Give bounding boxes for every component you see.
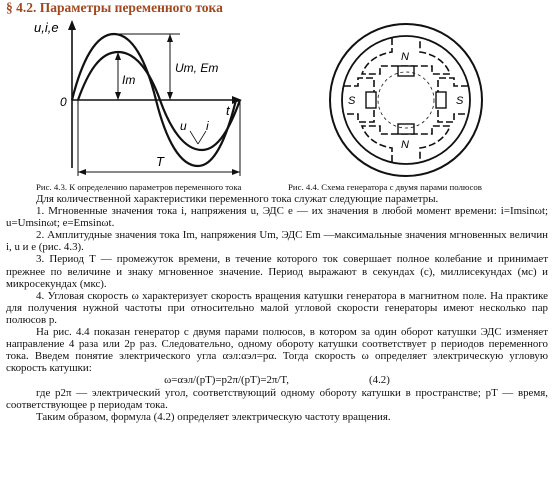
paragraph: 4. Угловая скорость ω характеризует скорость вращения катушки генератора в магнитном поле. На практике для получения нужной частоты при относительно малой угловой скорости генераторы имеют несколько пар полюсов p. xyxy=(6,289,548,326)
axis-y-label: u,i,e xyxy=(34,20,59,35)
figure-4-4-generator xyxy=(322,20,490,180)
body-text xyxy=(6,193,548,423)
origin-label: 0 xyxy=(60,95,67,109)
formula-line xyxy=(6,374,548,386)
period-label: T xyxy=(156,154,164,169)
y-axis-arrow xyxy=(68,20,76,30)
paragraph: где p2π — электрический угол, соответствующий одному обороту катушки в пространстве; pT — время, соответствующее p периодам тока. xyxy=(6,386,548,411)
paragraph: 2. Амплитудные значения тока Im, напряжения Um, ЭДС Em —максимальные значения мгновенных величин i, u и e (рис. 4.3). xyxy=(6,229,548,254)
u-label: u xyxy=(180,119,187,133)
um-em-label: Um, Em xyxy=(175,61,219,75)
pole-s-left-label: S xyxy=(348,95,356,107)
paragraph: Таким образом, формула (4.2) определяет электрическую частоту вращения. xyxy=(36,410,391,423)
axis-x-label: t xyxy=(226,103,230,118)
paragraph: Для количественной характеристики переменного тока служат следующие параметры. xyxy=(36,193,439,205)
formula: ω=αэл/(pT)=p2π/(pT)=2π/T, xyxy=(164,374,289,387)
pole-shoe-top xyxy=(398,66,414,76)
pole-n-top-label: N xyxy=(401,51,409,63)
paragraph: 1. Мгновенные значения тока i, напряжения u, ЭДС e — их значения в любой момент времени: i=Imsinωt; u=Umsinωt; e=Emsinωt. xyxy=(6,205,548,230)
figure-4-3-sine-waves xyxy=(30,20,245,180)
i-label: i xyxy=(206,119,209,133)
pole-shoe-bottom xyxy=(398,124,414,134)
formula-number: (4.2) xyxy=(369,374,390,387)
pole-s-right-label: S xyxy=(456,95,464,107)
section-heading: § 4.2. Параметры переменного тока xyxy=(6,0,223,15)
pole-shoe-left xyxy=(366,92,376,108)
paragraph: 3. Период T — промежуток времени, в течение которого ток совершает полное колебание и принимает прежнее по величине и знаку мгновенное значение. Период выражают в секундах (с), миллисекундах (мс) и микросекундах (мкс). xyxy=(6,253,548,290)
paragraph: На рис. 4.4 показан генератор с двумя парами полюсов, в котором за один оборот катушки ЭДС изменяет направление 4 раза или 2p раз. Следовательно, одному обороту катушки соответствует p периодов переменного тока. Введем понятие электрического угла αэл:αэл=pα. Тогда скорость ω определяет электрическую угловую скорость катушки: xyxy=(6,326,548,375)
pole-shoe-right xyxy=(436,92,446,108)
pole-n-bottom-label: N xyxy=(401,139,409,151)
figure-4-4-caption: Рис. 4.4. Схема генератора с двумя парами полюсов xyxy=(288,182,482,192)
rotor-gap xyxy=(378,72,434,128)
figure-4-3-caption: Рис. 4.3. К определению параметров переменного тока xyxy=(36,182,242,192)
im-label: Im xyxy=(122,73,136,87)
